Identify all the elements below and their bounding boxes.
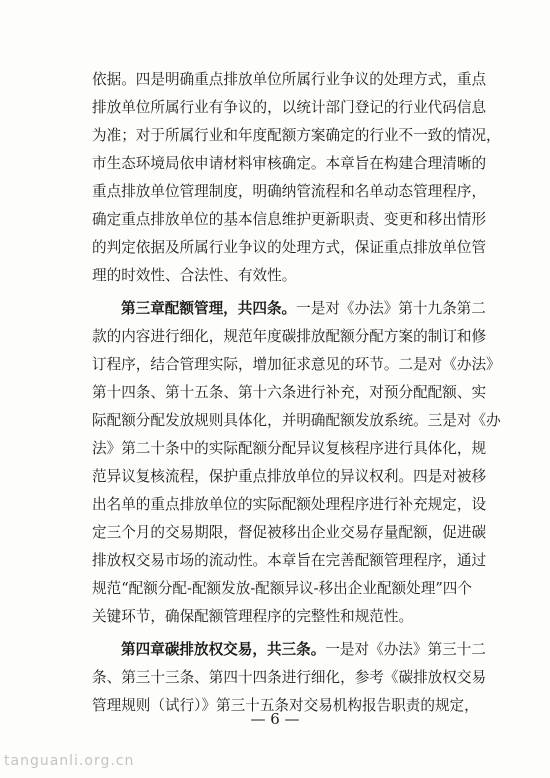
text-line: 市生态环境局依申请材料审核确定。本章旨在构建合理清晰的 (92, 155, 487, 172)
paragraph-1 (92, 66, 501, 290)
text-line: 重点排放单位管理制度，明确纳管流程和名单动态管理程序， (92, 183, 487, 200)
text-line (92, 636, 486, 664)
text-line: 范异议复核流程，保护重点排放单位的异议权利。四是对被移 (92, 468, 487, 485)
text-span: 一是对《办法》第十九条第二 (296, 300, 486, 317)
text-line: 为准；对于所属行业和年度配额方案确定的行业不一致的情况， (92, 127, 501, 144)
text-line: 法》第二十条中的实际配额分配异议复核程序进行具体化，规 (92, 440, 487, 457)
text-line: 际配额分配发放规则具体化，并明确配额发放系统。三是对《办 (92, 412, 501, 429)
watermark: tanguanli.org.cn (4, 753, 135, 769)
document-body (92, 66, 501, 720)
text-line: 规范“配额分配-配额发放-配额异议-移出企业配额处理”四个 (92, 580, 472, 597)
text-line: 管理规则（试行）》第三十五条对交易机构报告职责的规定， (92, 697, 479, 714)
text-line: 排放权交易市场的流动性。本章旨在完善配额管理程序，通过 (92, 552, 487, 569)
text-line: 条、第三十三条、第四十四条进行细化，参考《碳排放权交易 (92, 669, 487, 686)
paragraph-3 (92, 636, 487, 720)
text-line: 排放单位所属行业有争议的，以统计部门登记的行业代码信息 (92, 99, 487, 116)
text-line: 依据。四是明确重点排放单位所属行业争议的处理方式，重点 (92, 71, 487, 88)
text-line (92, 295, 486, 323)
section-heading-chapter-3: 第三章配额管理，共四条。 (121, 300, 297, 317)
text-line: 关键环节，确保配额管理程序的完整性和规范性。 (92, 608, 414, 625)
text-line: 定三个月的交易期限，督促被移出企业交易存量配额，促进碳 (92, 524, 487, 541)
text-line: 款的内容进行细化，规范年度碳排放配额分配方案的制订和修 (92, 328, 487, 345)
text-line: 订程序，结合管理实际，增加征求意见的环节。二是对《办法》 (92, 356, 501, 373)
text-line: 第十四条、第十五条、第十六条进行补充，对预分配配额、实 (92, 384, 487, 401)
page-number: — 6 — (250, 710, 300, 728)
text-line: 的判定依据及所属行业争议的处理方式，保证重点排放单位管 (92, 239, 487, 256)
section-heading-chapter-4: 第四章碳排放权交易，共三条。 (121, 641, 326, 658)
paragraph-2 (92, 295, 501, 631)
text-line: 出名单的重点排放单位的实际配额处理程序进行补充规定，设 (92, 496, 487, 513)
text-line: 理的时效性、合法性、有效性。 (92, 267, 297, 284)
text-line: 确定重点排放单位的基本信息维护更新职责、变更和移出情形 (92, 211, 487, 228)
text-span: 一是对《办法》第三十二 (325, 641, 486, 658)
